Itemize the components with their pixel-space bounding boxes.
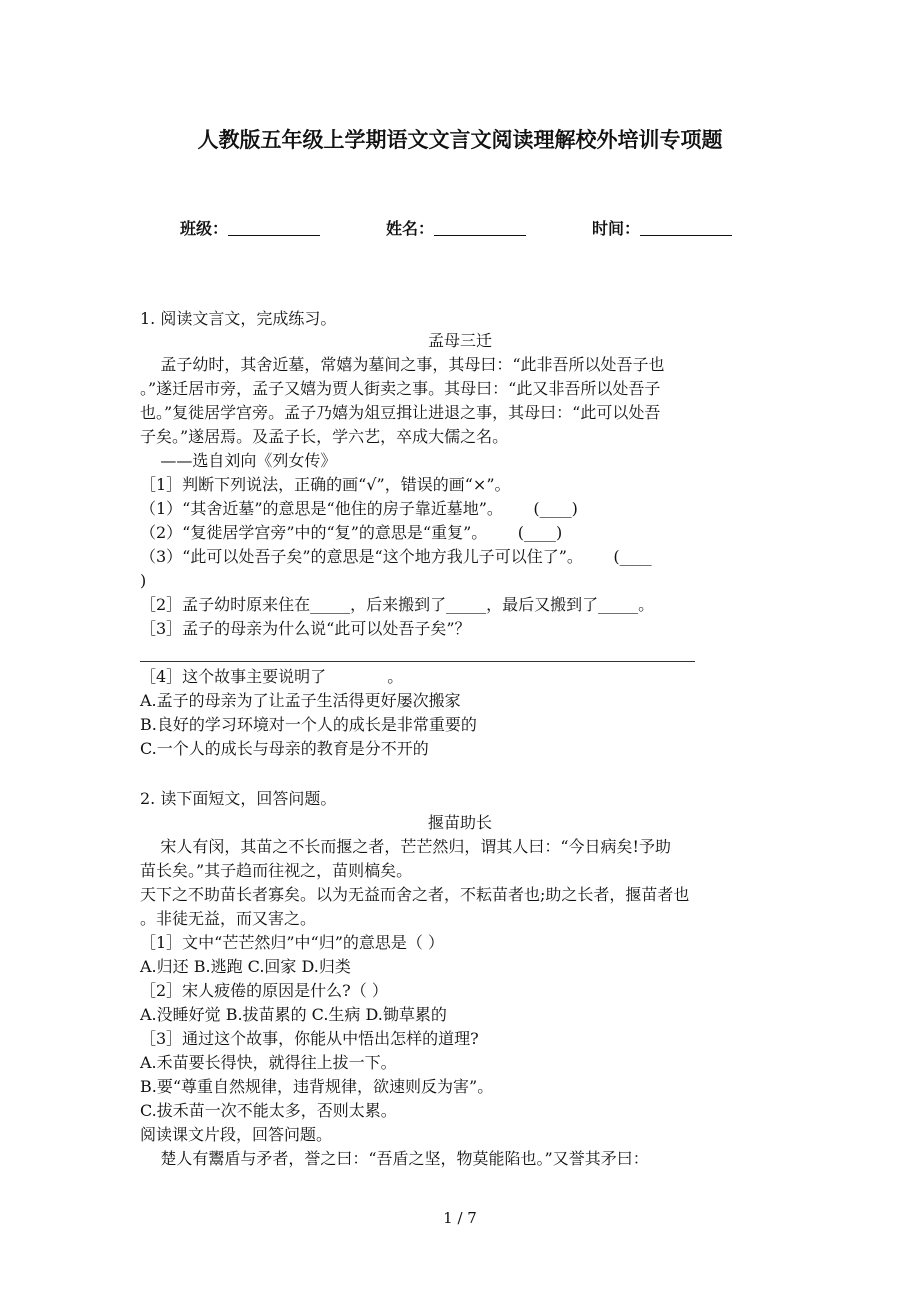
name-blank bbox=[434, 219, 526, 236]
time-label: 时间： bbox=[592, 219, 641, 238]
q2-line: A.禾苗要长得快，就得往上拔一下。 bbox=[140, 1053, 397, 1072]
q1-question: ［2］孟子幼时原来住在_____，后来搬到了_____，最后又搬到了_____。 bbox=[140, 595, 655, 614]
class-label: 班级： bbox=[180, 219, 229, 238]
q1-question: （2）“复徙居学宫旁”中的“复”的意思是“重复”。 (____) bbox=[140, 523, 563, 542]
class-field bbox=[180, 216, 320, 239]
q2-line: 宋人有闵，其苗之不长而揠之者，芒芒然归，谓其人曰：“今日病矣!予助 bbox=[140, 837, 671, 856]
q1-question: ［1］判断下列说法，正确的画“√”，错误的画“×”。 bbox=[140, 475, 511, 494]
page-title: 人教版五年级上学期语文文言文阅读理解校外培训专项题 bbox=[197, 128, 723, 152]
q2-line: 。非徒无益，而又害之。 bbox=[140, 909, 317, 928]
q1-passage-source: ——选自刘向《列女传》 bbox=[140, 451, 337, 470]
q2-passage-title: 揠苗助长 bbox=[427, 813, 492, 832]
q1-question: （3）“此可以处吾子矣”的意思是“这个地方我儿子可以住了”。 (____ bbox=[140, 547, 652, 566]
q1-option: B.良好的学习环境对一个人的成长是非常重要的 bbox=[140, 715, 477, 734]
q1-passage-line: 。”遂迁居市旁，孟子又嬉为贾人街卖之事。其母曰：“此又非吾所以处吾子 bbox=[140, 379, 661, 398]
answer-line bbox=[140, 661, 695, 662]
q2-line: 楚人有鬻盾与矛者，誉之曰：“吾盾之坚，物莫能陷也。”又誉其矛曰： bbox=[140, 1149, 649, 1168]
time-blank bbox=[640, 219, 732, 236]
q2-line: C.拔禾苗一次不能太多，否则太累。 bbox=[140, 1101, 397, 1120]
q2-intro: 2. 读下面短文，回答问题。 bbox=[140, 789, 337, 808]
q2-line: ［3］通过这个故事，你能从中悟出怎样的道理? bbox=[140, 1029, 479, 1048]
page-number: 1 / 7 bbox=[443, 1209, 477, 1227]
q2-line: 阅读课文片段，回答问题。 bbox=[140, 1125, 333, 1144]
q2-line: 苗长矣。”其子趋而往视之，苗则槁矣。 bbox=[140, 861, 413, 880]
q1-intro: 1. 阅读文言文，完成练习。 bbox=[140, 309, 337, 328]
q1-option: C.一个人的成长与母亲的教育是分不开的 bbox=[140, 739, 429, 758]
q1-question: ［3］孟子的母亲为什么说“此可以处吾子矣”？ bbox=[140, 619, 471, 638]
q2-line: ［2］宋人疲倦的原因是什么?（ ） bbox=[140, 981, 388, 1000]
q1-question: （1）“其舍近墓”的意思是“他住的房子靠近墓地”。 (____) bbox=[140, 499, 578, 518]
q2-line: A.归还 B.逃跑 C.回家 D.归类 bbox=[140, 957, 351, 976]
q2-line: ［1］文中“芒芒然归”中“归”的意思是（ ） bbox=[140, 933, 444, 952]
q1-passage-title: 孟母三迁 bbox=[427, 331, 492, 350]
q1-q4: ［4］这个故事主要说明了 。 bbox=[140, 667, 404, 686]
q1-question: ) bbox=[140, 571, 147, 590]
q1-passage-line: 也。”复徙居学宫旁。孟子乃嬉为俎豆揖让进退之事，其母曰：“此可以处吾 bbox=[140, 403, 661, 422]
name-field bbox=[386, 216, 526, 239]
time-field bbox=[592, 216, 732, 239]
q2-line: 天下之不助苗长者寡矣。以为无益而舍之者，不耘苗者也;助之长者，揠苗者也 bbox=[140, 885, 690, 904]
q2-line: A.没睡好觉 B.拔苗累的 C.生病 D.锄草累的 bbox=[140, 1005, 447, 1024]
q1-passage-line: 孟子幼时，其舍近墓，常嬉为墓间之事，其母曰：“此非吾所以处吾子也 bbox=[140, 355, 665, 374]
name-label: 姓名： bbox=[386, 219, 435, 238]
class-blank bbox=[228, 219, 320, 236]
q2-line: B.要“尊重自然规律，违背规律，欲速则反为害”。 bbox=[140, 1077, 494, 1096]
q1-option: A.孟子的母亲为了让孟子生活得更好屡次搬家 bbox=[140, 691, 461, 710]
q1-passage-line: 子矣。”遂居焉。及孟子长，学六艺，卒成大儒之名。 bbox=[140, 427, 509, 446]
